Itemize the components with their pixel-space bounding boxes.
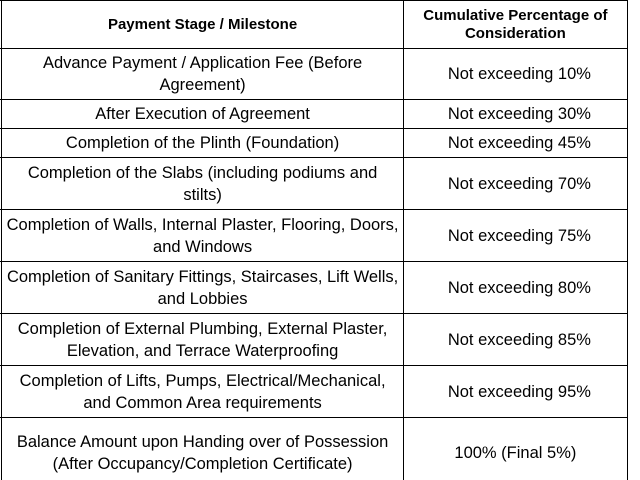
stage-cell: Completion of Lifts, Pumps, Electrical/Mechanical, and Common Area requirements (2, 366, 403, 418)
percent-cell: Not exceeding 10% (403, 49, 627, 100)
stage-cell: Completion of the Plinth (Foundation) (2, 129, 403, 158)
table-row (0, 158, 628, 210)
percent-cell: Not exceeding 30% (403, 100, 627, 129)
stage-cell: Completion of the Slabs (including podiums and stilts) (2, 158, 403, 210)
table-row (0, 100, 628, 129)
table-row (0, 314, 628, 366)
percent-cell: Not exceeding 95% (403, 366, 627, 418)
table-row (0, 49, 628, 100)
stage-cell: After Execution of Agreement (2, 100, 403, 129)
stage-cell: Completion of Sanitary Fittings, Staircases, Lift Wells, and Lobbies (2, 262, 403, 314)
percent-cell: Not exceeding 75% (403, 210, 627, 262)
table-row (0, 210, 628, 262)
table-header-row (0, 1, 628, 49)
table-row (0, 129, 628, 158)
table-row (0, 262, 628, 314)
percent-cell: Not exceeding 85% (403, 314, 627, 366)
percent-cell: 100% (Final 5%) (403, 418, 627, 480)
percent-cell: Not exceeding 80% (403, 262, 627, 314)
table-row (0, 418, 628, 480)
stage-cell: Balance Amount upon Handing over of Possession (After Occupancy/Completion Certificate) (2, 418, 403, 480)
percent-cell: Not exceeding 70% (403, 158, 627, 210)
cumulative-column-header (403, 1, 627, 49)
stage-cell: Advance Payment / Application Fee (Before Agreement) (2, 49, 403, 100)
cumulative-header-line1: Cumulative Percentage of (423, 6, 608, 24)
stage-cell: Completion of External Plumbing, External Plaster, Elevation, and Terrace Waterproofing (2, 314, 403, 366)
stage-column-header: Payment Stage / Milestone (2, 1, 403, 49)
stage-cell: Completion of Walls, Internal Plaster, Flooring, Doors, and Windows (2, 210, 403, 262)
table-row (0, 366, 628, 418)
percent-cell: Not exceeding 45% (403, 129, 627, 158)
cumulative-header-line2: Consideration (464, 24, 566, 42)
